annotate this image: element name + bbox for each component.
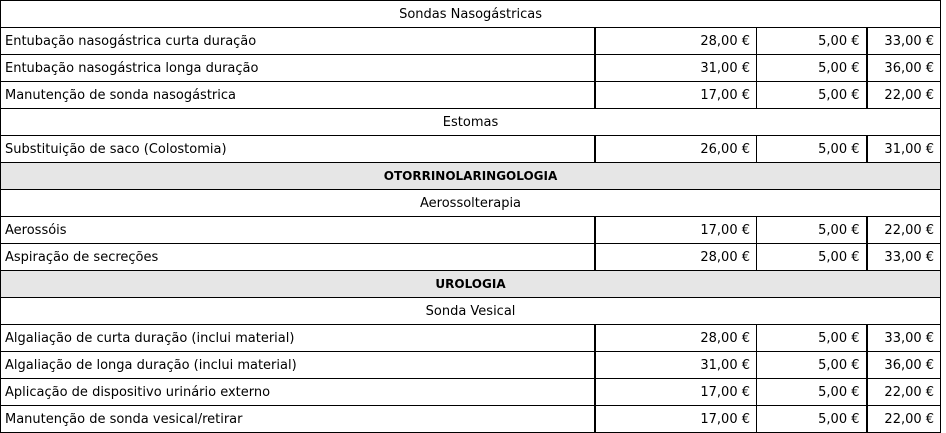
subsection-row [1, 298, 941, 325]
base-price: 31,00 € [595, 55, 757, 82]
procedure-description: Entubação nasogástrica longa duração [1, 55, 595, 82]
total-price: 22,00 € [867, 379, 941, 406]
table-row [1, 82, 941, 109]
table-row [1, 28, 941, 55]
travel-fee: 5,00 € [757, 379, 867, 406]
section-heading: OTORRINOLARINGOLOGIA [1, 163, 941, 190]
subsection-row [1, 1, 941, 28]
total-price: 33,00 € [867, 244, 941, 271]
procedure-description: Algaliação de curta duração (inclui material) [1, 325, 595, 352]
travel-fee: 5,00 € [757, 352, 867, 379]
procedure-description: Aplicação de dispositivo urinário externo [1, 379, 595, 406]
travel-fee: 5,00 € [757, 28, 867, 55]
table-row [1, 406, 941, 433]
total-price: 22,00 € [867, 406, 941, 433]
section-heading-row [1, 271, 941, 298]
total-price: 33,00 € [867, 325, 941, 352]
procedure-description: Manutenção de sonda vesical/retirar [1, 406, 595, 433]
total-price: 36,00 € [867, 352, 941, 379]
table-row [1, 136, 941, 163]
subsection-row [1, 190, 941, 217]
procedure-description: Aerossóis [1, 217, 595, 244]
section-heading-row [1, 163, 941, 190]
subsection-title: Sondas Nasogástricas [1, 1, 941, 28]
travel-fee: 5,00 € [757, 244, 867, 271]
procedure-description: Algaliação de longa duração (inclui material) [1, 352, 595, 379]
base-price: 28,00 € [595, 244, 757, 271]
base-price: 28,00 € [595, 325, 757, 352]
total-price: 33,00 € [867, 28, 941, 55]
base-price: 31,00 € [595, 352, 757, 379]
total-price: 36,00 € [867, 55, 941, 82]
subsection-title: Sonda Vesical [1, 298, 941, 325]
procedure-description: Aspiração de secreções [1, 244, 595, 271]
base-price: 17,00 € [595, 406, 757, 433]
base-price: 28,00 € [595, 28, 757, 55]
total-price: 31,00 € [867, 136, 941, 163]
table-row [1, 379, 941, 406]
base-price: 26,00 € [595, 136, 757, 163]
table-row [1, 244, 941, 271]
travel-fee: 5,00 € [757, 217, 867, 244]
total-price: 22,00 € [867, 82, 941, 109]
base-price: 17,00 € [595, 217, 757, 244]
table-row [1, 55, 941, 82]
travel-fee: 5,00 € [757, 406, 867, 433]
travel-fee: 5,00 € [757, 136, 867, 163]
table-row [1, 217, 941, 244]
subsection-row [1, 109, 941, 136]
base-price: 17,00 € [595, 82, 757, 109]
section-heading: UROLOGIA [1, 271, 941, 298]
travel-fee: 5,00 € [757, 325, 867, 352]
subsection-title: Estomas [1, 109, 941, 136]
procedure-description: Substituição de saco (Colostomia) [1, 136, 595, 163]
base-price: 17,00 € [595, 379, 757, 406]
subsection-title: Aerossolterapia [1, 190, 941, 217]
table-row [1, 352, 941, 379]
travel-fee: 5,00 € [757, 55, 867, 82]
procedure-description: Entubação nasogástrica curta duração [1, 28, 595, 55]
procedure-description: Manutenção de sonda nasogástrica [1, 82, 595, 109]
table-row [1, 325, 941, 352]
travel-fee: 5,00 € [757, 82, 867, 109]
total-price: 22,00 € [867, 217, 941, 244]
